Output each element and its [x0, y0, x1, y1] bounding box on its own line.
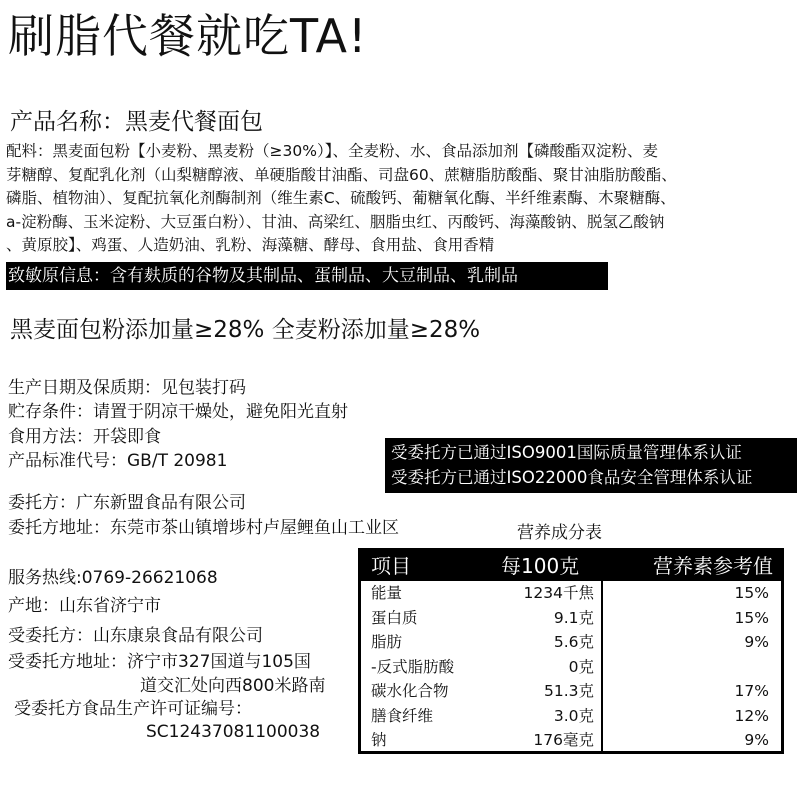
nutrient-nrv: 9% — [744, 633, 769, 651]
ingredients-line: 芽糖醇、复配乳化剂（山梨糖醇液、单硬脂酸甘油酯、司盘60、蔗糖脂肪酸酯、聚甘油脂肪酸酯、 — [6, 165, 677, 184]
nutrition-row — [361, 655, 781, 680]
ingredients-line: 磷脂、植物油）、复配抗氧化剂酶制剂（维生素C、硫酸钙、葡糖氧化酶、半纤维素酶、木聚糖酶、 — [6, 189, 676, 208]
nutrient-nrv: 17% — [734, 682, 769, 700]
nutrient-name: 碳水化合物 — [371, 682, 449, 700]
product-name: 产品名称：黑麦代餐面包 — [10, 109, 263, 135]
client-address: 委托方地址：东莞市茶山镇增埗村卢屋鲤鱼山工业区 — [8, 518, 399, 538]
headline: 刷脂代餐就吃TA! — [8, 9, 368, 63]
header-item: 项目 — [371, 554, 411, 578]
production-date: 生产日期及保质期：见包装打码 — [8, 378, 246, 398]
header-nrv: 营养素参考值 — [653, 554, 773, 578]
flour-ratio: 黑麦面包粉添加量≥28% 全麦粉添加量≥28% — [10, 317, 481, 343]
nutrient-nrv: 12% — [734, 706, 769, 725]
product-standard: 产品标准代号：GB/T 20981 — [8, 451, 228, 471]
certification-iso22000: 受委托方已通过ISO22000食品安全管理体系认证 — [385, 463, 797, 493]
certification-iso9001: 受委托方已通过ISO9001国际质量管理体系认证 — [385, 438, 797, 468]
nutrient-value: 9.1克 — [553, 608, 594, 627]
nutrient-value: 1234千焦 — [523, 584, 594, 602]
nutrition-row — [361, 581, 781, 606]
client-company: 委托方：广东新盟食品有限公司 — [8, 493, 246, 513]
header-per-100g: 每100克 — [501, 554, 580, 578]
nutrient-nrv: 15% — [734, 584, 769, 602]
nutrient-name: 膳食纤维 — [371, 706, 434, 725]
license-label: 受委托方食品生产许可证编号： — [14, 699, 252, 719]
contractor-address-continued: 道交汇处向西800米路南 — [140, 676, 326, 696]
ingredients-line: a-淀粉酶、玉米淀粉、大豆蛋白粉）、甘油、高梁红、胭脂虫红、丙酸钙、海藻酸钠、脱氢乙酸钠 — [6, 212, 665, 231]
nutrient-name: -反式脂肪酸 — [371, 657, 455, 676]
nutrient-name: 蛋白质 — [371, 608, 418, 627]
nutrition-table-header — [361, 551, 781, 581]
nutrition-table — [358, 548, 784, 754]
place-of-origin: 产地：山东省济宁市 — [8, 596, 161, 616]
nutrient-value: 3.0克 — [553, 706, 594, 725]
nutrient-value: 0克 — [568, 657, 594, 676]
nutrition-row — [361, 606, 781, 631]
nutrition-row — [361, 679, 781, 704]
nutrient-value: 5.6克 — [553, 633, 594, 651]
ingredients-block — [6, 140, 796, 258]
storage-conditions: 贮存条件：请置于阴凉干燥处，避免阳光直射 — [8, 402, 348, 422]
usage-method: 食用方法：开袋即食 — [8, 427, 161, 447]
ingredients-line: 、黄原胶】、鸡蛋、人造奶油、乳粉、海藻糖、酵母、食用盐、食用香精 — [6, 236, 495, 255]
ingredients-line: 配料：黑麦面包粉【小麦粉、黑麦粉（≥30%）】、全麦粉、水、食品添加剂【磷酸酯双淀粉、麦 — [6, 142, 658, 160]
contractor-company: 受委托方：山东康泉食品有限公司 — [8, 626, 263, 646]
nutrition-table-title: 营养成分表 — [517, 523, 602, 543]
nutrition-row — [361, 630, 781, 655]
nutrient-value: 51.3克 — [543, 682, 594, 700]
nutrient-name: 能量 — [371, 584, 403, 602]
nutrient-nrv: 15% — [734, 608, 769, 627]
nutrient-value: 176毫克 — [533, 731, 594, 749]
nutrient-name: 脂肪 — [371, 633, 403, 651]
nutrition-row — [361, 704, 781, 729]
contractor-address: 受委托方地址：济宁市327国道与105国 — [8, 652, 311, 672]
license-number: SC12437081100038 — [146, 722, 321, 742]
nutrient-nrv: 9% — [744, 731, 769, 749]
service-hotline: 服务热线:0769-26621068 — [8, 568, 218, 588]
nutrition-row — [361, 728, 781, 753]
nutrient-name: 钠 — [371, 731, 387, 749]
allergen-banner: 致敏原信息：含有麸质的谷物及其制品、蛋制品、大豆制品、乳制品 — [6, 262, 608, 290]
